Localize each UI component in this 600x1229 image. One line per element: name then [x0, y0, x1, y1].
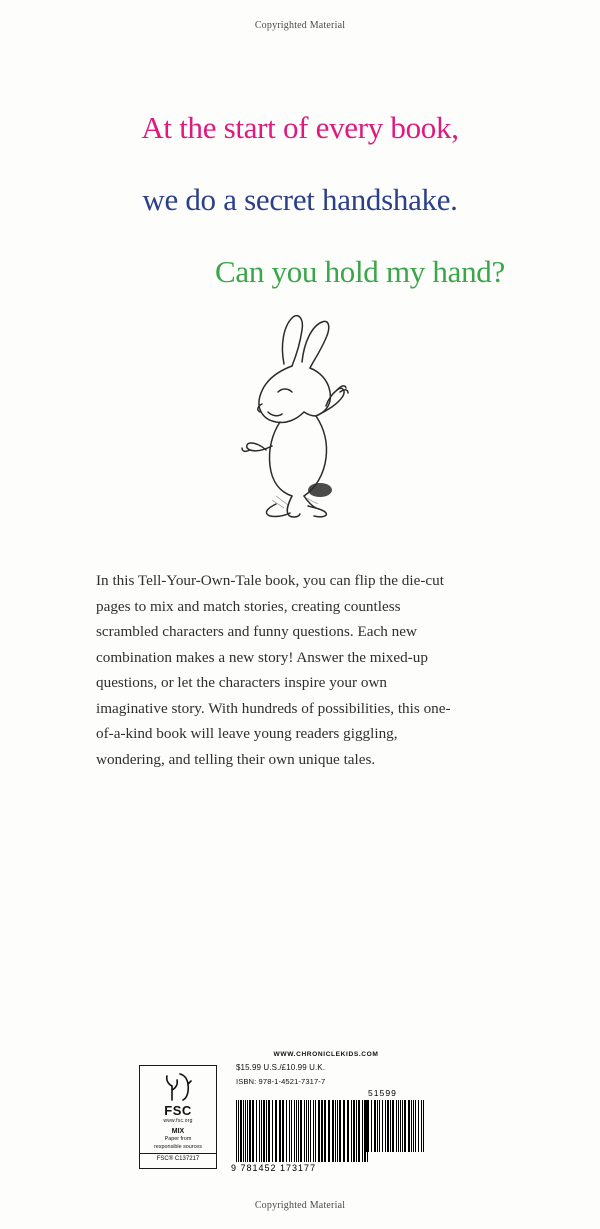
- publisher-info: [236, 1051, 416, 1086]
- copyright-notice-bottom: Copyrighted Material: [254, 1200, 346, 1211]
- fsc-paper-line-2: responsible sources: [154, 1143, 202, 1150]
- barcode-ean13: [236, 1100, 356, 1162]
- headline-line-3: Can you hold my hand?: [215, 254, 505, 289]
- headline-line-1: At the start of every book,: [141, 110, 459, 145]
- fsc-code: FSC® C137217: [140, 1153, 216, 1162]
- price-text: $15.99 U.S./£10.99 U.K.: [236, 1063, 326, 1072]
- publisher-website: WWW.CHRONICLEKIDS.COM: [273, 1051, 379, 1058]
- book-description: In this Tell-Your-Own-Tale book, you can flip the die-cut pages to mix and match stories, creating countless scrambled characters and funny questions. Each new combination makes a new story! Answer the mixed-up questions, or let the characters inspire your own imaginative story. With hundreds of possibilities, this one-of-a-kind book will leave young readers giggling, wondering, and telling their own unique tales.: [96, 572, 451, 768]
- fsc-certification-badge: [139, 1065, 217, 1169]
- barcode-addon-number: 51599: [368, 1088, 397, 1098]
- cover-footer: [0, 1039, 600, 1189]
- headline-line-2: we do a secret handshake.: [142, 182, 458, 217]
- barcode-ean-number: 9 781452 173177: [231, 1163, 317, 1173]
- fsc-paper-line-1: Paper from: [164, 1136, 192, 1142]
- fsc-url: www.fsc.org: [163, 1118, 193, 1124]
- fsc-label: FSC: [164, 1103, 192, 1118]
- fsc-tree-icon: [140, 1070, 216, 1104]
- barcode-addon: [365, 1100, 423, 1152]
- fsc-mix-label: MIX: [171, 1128, 185, 1135]
- copyright-notice-top: Copyrighted Material: [254, 20, 346, 31]
- isbn-text: ISBN: 978-1-4521-7317-7: [236, 1077, 326, 1086]
- rabbit-character-illustration: [180, 300, 420, 520]
